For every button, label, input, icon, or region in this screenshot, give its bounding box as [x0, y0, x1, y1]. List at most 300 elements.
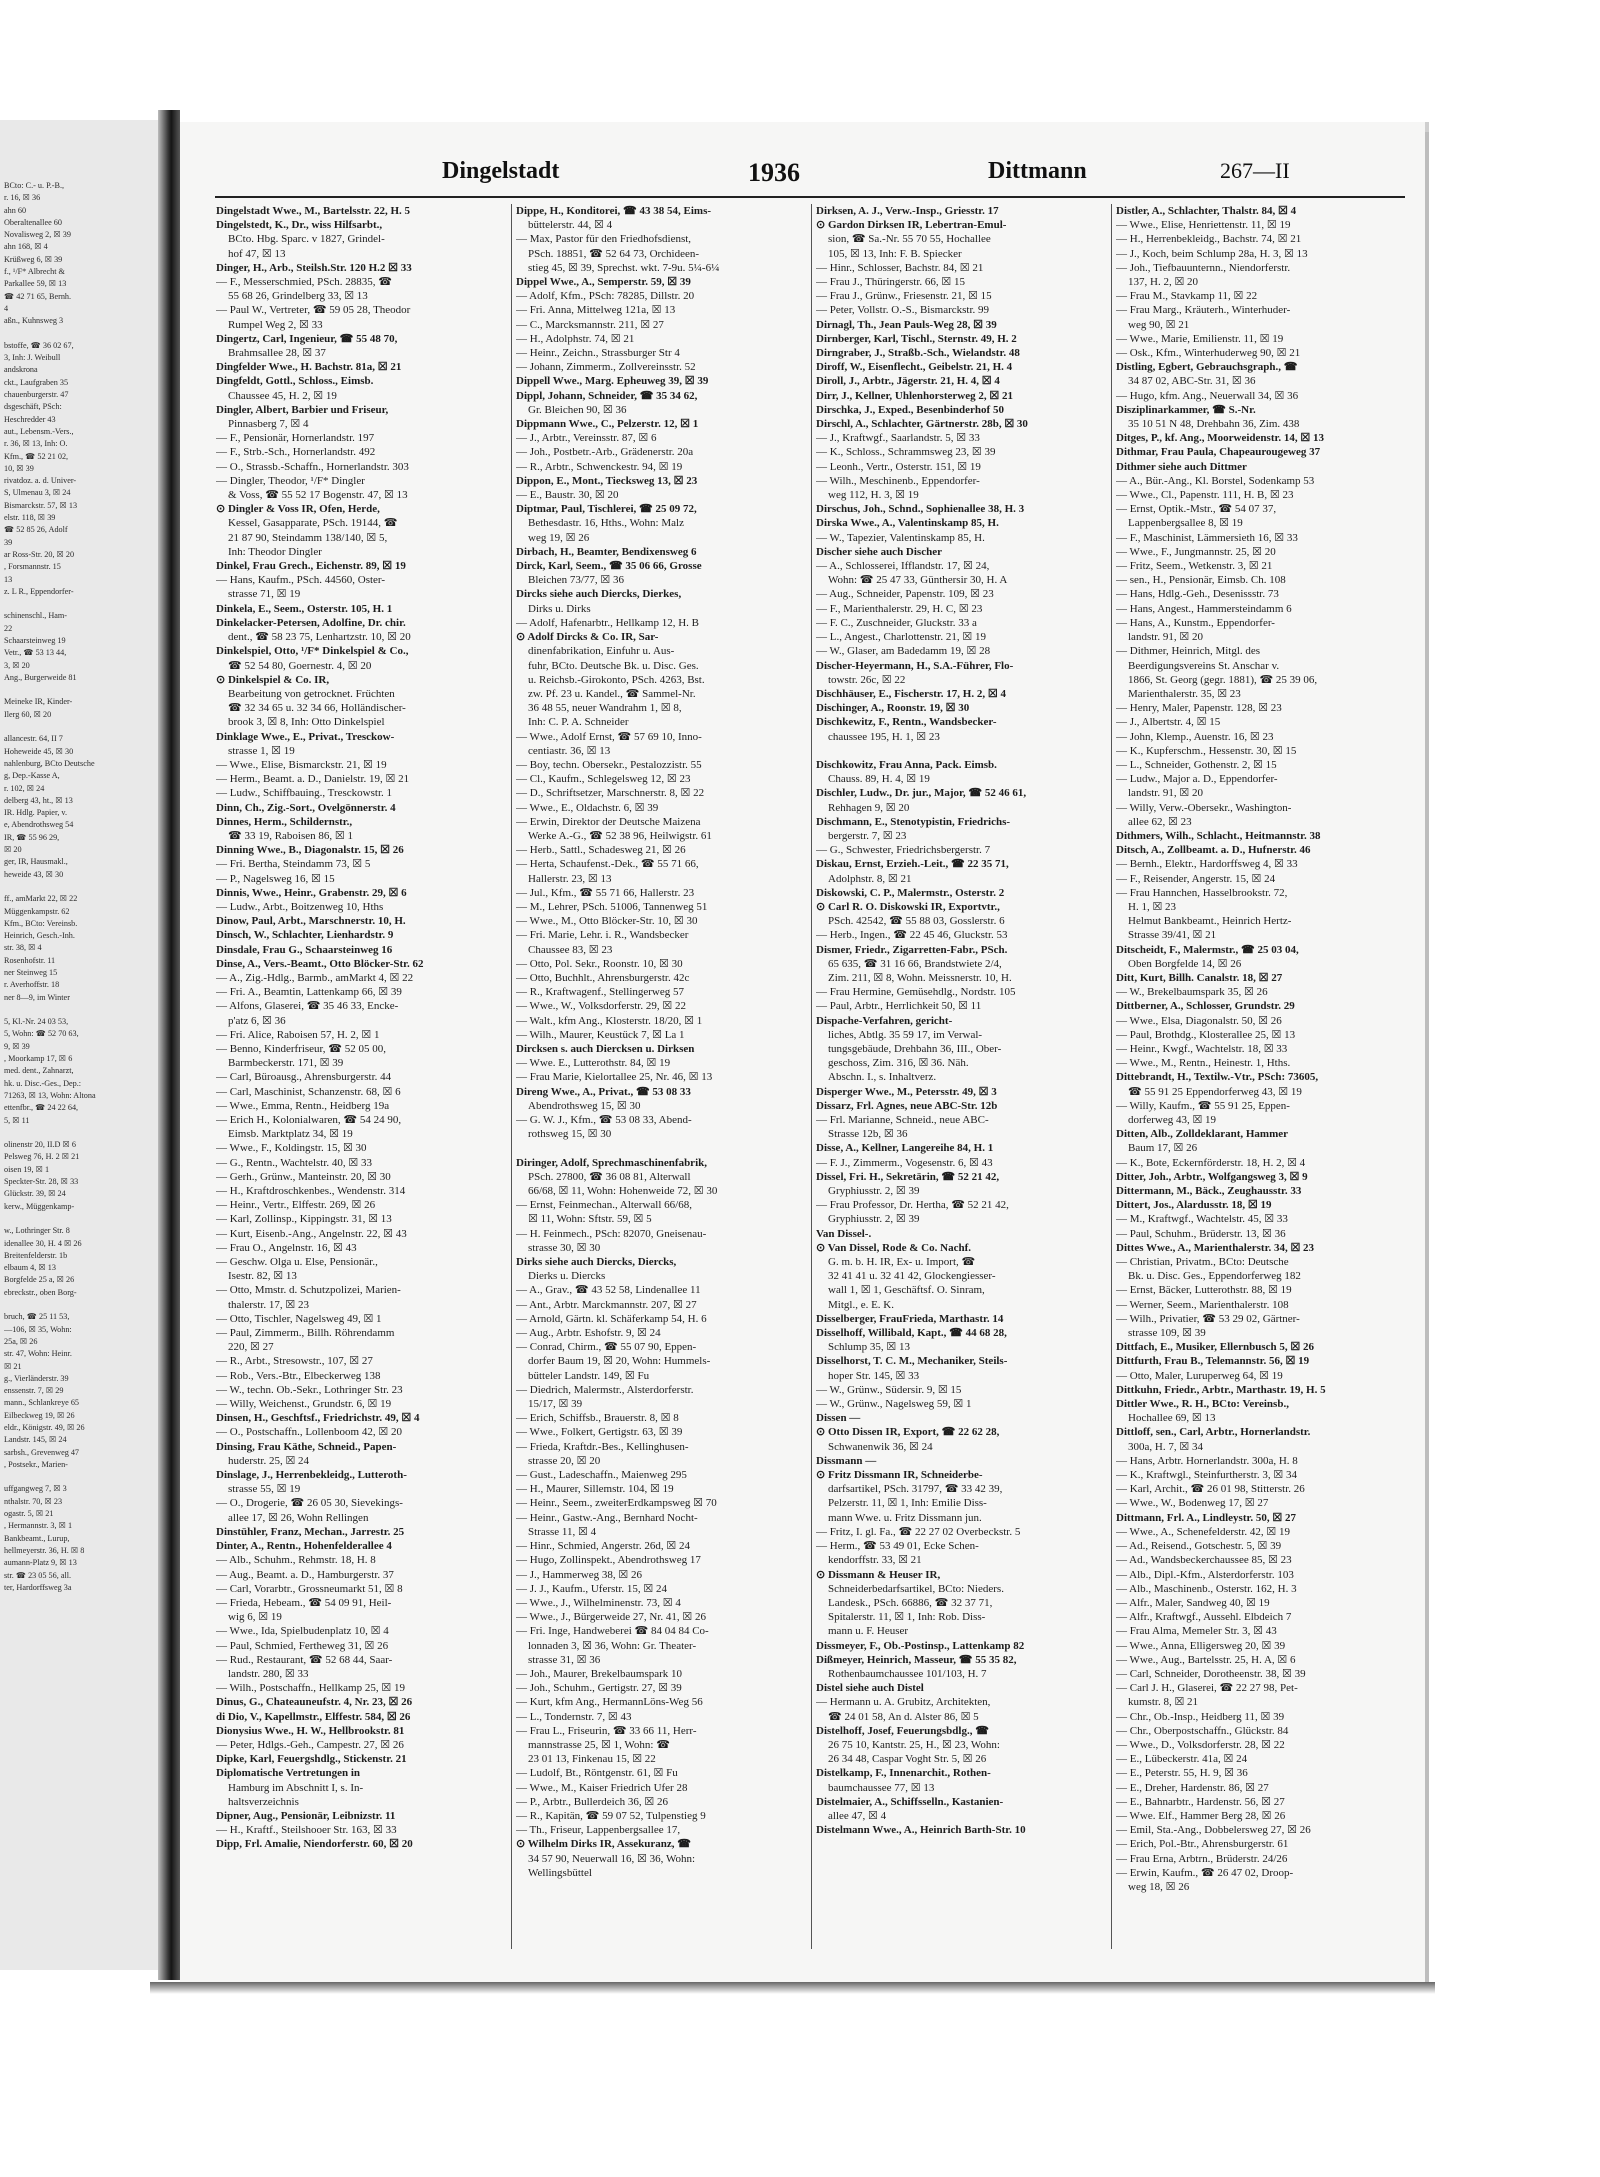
previous-page-line: sarbsh., Grevenweg 47 [4, 1447, 80, 1457]
directory-entry-line: huderstr. 25, ☒ 24 [228, 1454, 310, 1467]
directory-entry-line: — Chr., Oberpostschaffn., Glückstr. 84 [1116, 1724, 1289, 1737]
directory-entry-line: Diringer, Adolf, Sprechmaschinenfabrik, [516, 1156, 707, 1169]
previous-page-line: g., Vierländerstr. 39 [4, 1373, 69, 1383]
directory-entry-line: — F., Reisender, Angerstr. 15, ☒ 24 [1116, 872, 1276, 885]
previous-page-line: str. 38, ☒ 4 [4, 943, 42, 953]
directory-entry-line: Ditt, Kurt, Billh. Canalstr. 18, ☒ 27 [1116, 971, 1283, 984]
directory-entry-line: — Aug., Schneider, Papenstr. 109, ☒ 23 [816, 588, 994, 601]
previous-page-line: ☒ 20 [4, 845, 22, 855]
previous-page-line: 71263, ☒ 13, Wohn: Altona [4, 1090, 96, 1100]
directory-entry-line: Dirska Wwe., A., Valentinskamp 85, H. [816, 517, 999, 530]
previous-page-line: Kfm., ☎ 52 21 02, [4, 451, 69, 461]
previous-page-line: Ang., Burgerweide 81 [4, 672, 77, 682]
directory-entry-line: — sen., H., Pensionär, Eimsb. Ch. 108 [1116, 574, 1286, 587]
previous-page-line [4, 1127, 174, 1139]
directory-entry-line: — Hans, Arbtr. Hornerlandstr. 300a, H. 8 [1116, 1454, 1298, 1467]
directory-entry-line: — Frl. Marianne, Schneid., neue ABC- [816, 1114, 989, 1126]
directory-entry-line: — Carl, Schneider, Dorotheenstr. 38, ☒ 39 [1116, 1667, 1306, 1680]
directory-entry-line: Distel siehe auch Distel [816, 1682, 924, 1695]
directory-entry-line: — Frau Hannchen, Hasselbrookstr. 72, [1116, 886, 1288, 899]
directory-entry-line: hof 47, ☒ 13 [228, 247, 286, 260]
previous-page-line: nahlenburg, BCto Deutsche [4, 758, 95, 768]
directory-entry-line: — Fri. A., Beamtin, Lattenkamp 66, ☒ 39 [216, 986, 402, 999]
directory-entry-line: — W., Brekelbaumspark 35, ☒ 26 [1116, 986, 1268, 999]
directory-entry-line: Barmbeckerstr. 171, ☒ 39 [228, 1057, 344, 1070]
directory-entry-line: allee 17, ☒ 26, Wohn Rellingen [228, 1511, 369, 1524]
directory-entry-line: BCto. Hbg. Sparc. v 1827, Grindel- [228, 233, 385, 246]
directory-entry-line: Dinkelacker-Petersen, Adolfine, Dr. chir. [216, 616, 406, 629]
directory-entry-line: — Frieda, Hebeam., ☎ 54 09 91, Heil- [216, 1596, 392, 1609]
directory-entry-line: — Erich H., Kolonialwaren, ☎ 54 24 90, [216, 1114, 402, 1126]
directory-entry-line: Dittfurth, Frau B., Telemannstr. 56, ☒ 19 [1116, 1355, 1310, 1368]
directory-entry-line: 66/68, ☒ 11, Wohn: Hohenweide 72, ☒ 30 [528, 1185, 718, 1198]
directory-entry-line: Disse, A., Kellner, Langereihe 84, H. 1 [816, 1142, 994, 1155]
previous-page-line: Krüßweg 6, ☒ 39 [4, 254, 63, 264]
directory-entry-line: Diskau, Ernst, Erzieh.-Leit., ☎ 22 35 71, [816, 858, 1009, 871]
directory-entry-line: — Ant., Arbtr. Marckmannstr. 207, ☒ 27 [516, 1298, 697, 1311]
directory-entry-line: Dirschl, A., Schlachter, Gärtnerstr. 28b, ☒ 30 [816, 418, 1028, 431]
directory-entry-line: Dittes Wwe., A., Marienthalerstr. 34, ☒ 23 [1116, 1241, 1315, 1254]
directory-entry-line: Dischkowitz, Frau Anna, Pack. Eimsb. [816, 758, 997, 771]
directory-entry-line: 36 48 55, neuer Wandrahm 1, ☒ 8, [528, 702, 682, 715]
directory-entry-line: Dischmann, E., Stenotypistin, Friedrichs- [816, 815, 1011, 828]
directory-entry-line: baumchaussee 77, ☒ 13 [828, 1781, 935, 1794]
directory-entry-line: — Erich, Schiffsb., Brauerstr. 8, ☒ 8 [516, 1412, 679, 1425]
directory-entry-line: ⊙ Dinkelspiel & Co. IR, [216, 673, 330, 686]
previous-page-line: Pelsweg 76, H. 2 ☒ 21 [4, 1152, 80, 1162]
directory-entry-line: — Ludw., Arbt., Boitzenweg 10, Hths [216, 900, 384, 913]
directory-entry-line: — G., Rentn., Wachtelstr. 40, ☒ 33 [216, 1156, 373, 1169]
directory-entry-line: Oben Borgfelde 14, ☒ 26 [1128, 957, 1242, 970]
directory-entry-line: dent., ☎ 58 23 75, Lenhartzstr. 10, ☒ 20 [228, 631, 411, 644]
directory-entry-line: ☎ 33 19, Raboisen 86, ☒ 1 [228, 829, 354, 842]
directory-entry-line: Dingfeldt, Gottl., Schloss., Eimsb. [216, 375, 374, 388]
directory-entry-line: Pelzerstr. 11, ☒ 1, Inh: Emilie Diss- [828, 1497, 987, 1510]
directory-entry-line: liches, Abtlg. 35 59 17, im Verwal- [828, 1028, 983, 1041]
directory-entry-line: — Frau Hermine, Gemüsehdlg., Nordstr. 105 [816, 986, 1016, 999]
directory-entry-line: — Herb., Sattl., Schadesweg 21, ☒ 26 [516, 844, 686, 857]
directory-entry-line: Disziplinarkammer, ☎ S.-Nr. [1116, 403, 1256, 416]
directory-entry-line: — F. C., Zuschneider, Gluckstr. 33 a [816, 616, 977, 629]
directory-entry-line: — Paul, Schuhm., Brüderstr. 13, ☒ 36 [1116, 1227, 1286, 1240]
directory-entry-line: ⊙ Adolf Dircks & Co. IR, Sar- [516, 631, 659, 644]
directory-entry-line: — Fri. Alice, Raboisen 57, H. 2, ☒ 1 [216, 1028, 380, 1041]
header-rule [215, 196, 1405, 198]
directory-entry-line: Dippmann Wwe., C., Pelzerstr. 12, ☒ 1 [516, 418, 699, 431]
directory-entry-line: ⊙ Dingler & Voss IR, Ofen, Herde, [216, 503, 380, 516]
previous-page-line: Meineke IR, Kinder- [4, 697, 73, 707]
directory-entry-line: H. 1, ☒ 23 [1128, 900, 1177, 913]
directory-entry-line: 32 41 41 u. 32 41 42, Glockengiesser- [828, 1270, 996, 1283]
directory-entry-line: — Wwe., Elsa, Diagonalstr. 50, ☒ 26 [1116, 1014, 1282, 1027]
directory-entry-line: — Karl, Zollinsp., Kippingstr. 31, ☒ 13 [216, 1213, 392, 1226]
directory-entry-line: Dirngraber, J., Straßb.-Sch., Wielandstr. 48 [816, 347, 1020, 360]
directory-entry-line: Distelkamp, F., Innenarchit., Rothen- [816, 1767, 991, 1780]
directory-entry-line: darfsartikel, PSch. 31797, ☎ 33 42 39, [828, 1483, 1003, 1496]
directory-entry-line: — J., Kraftwgf., Saarlandstr. 5, ☒ 33 [816, 432, 980, 445]
directory-entry-line: towstr. 26c, ☒ 22 [828, 673, 906, 686]
previous-page-line: idenallee 30, H. 4 ☒ 26 [4, 1238, 82, 1248]
directory-entry-line: — L., Tondernstr. 7, ☒ 43 [516, 1710, 632, 1723]
directory-entry-line: — W., Grünw., Südersir. 9, ☒ 15 [816, 1383, 962, 1396]
previous-page-line: elbaum 4, ☒ 13 [4, 1263, 56, 1273]
directory-entry-line: dorferweg 43, ☒ 19 [1128, 1114, 1217, 1126]
directory-entry-line: — Benno, Kinderfriseur, ☎ 52 05 00, [216, 1042, 386, 1055]
directory-entry-line: 1866, St. Georg (gegr. 1881), ☎ 25 39 06, [1128, 673, 1318, 686]
directory-entry-line: — Wwe., Anna, Elligersweg 20, ☒ 39 [1116, 1639, 1286, 1652]
directory-entry-line: — Joh., Tiefbauunternn., Niendorferstr. [1116, 261, 1291, 274]
previous-page-line [4, 1213, 174, 1225]
previous-page-line: Ilerg 60, ☒ 20 [4, 709, 52, 719]
directory-entry-line: Brahmsallee 28, ☒ 37 [228, 347, 326, 360]
directory-entry-line: — Wwe., Folkert, Gertigstr. 63, ☒ 39 [516, 1426, 683, 1439]
directory-entry-line: — Wwe., Elise, Henriettenstr. 11, ☒ 19 [1116, 219, 1291, 232]
directory-entry-line: — Rob., Vers.-Btr., Elbeckerweg 138 [216, 1369, 381, 1382]
directory-entry-line: — Peter, Vollstr. O.-S., Bismarckstr. 99 [816, 304, 990, 317]
directory-entry-line: Bearbeitung von getrocknet. Früchten [228, 687, 395, 700]
directory-page [180, 122, 1425, 1982]
previous-page-line: andskrona [4, 365, 38, 375]
directory-entry-line: — E., Baustr. 30, ☒ 20 [516, 489, 619, 502]
previous-page-line: r. 36, ☒ 13, Inh: O. [4, 439, 68, 449]
directory-entry-line: Ditscheidt, F., Malermstr., ☎ 25 03 04, [1116, 943, 1299, 956]
previous-page-line: ner Steinweg 15 [4, 968, 58, 977]
directory-entry-line: — F., Pensionär, Hornerlandstr. 197 [216, 432, 375, 445]
directory-entry-line: bütteler Landstr. 149, ☒ Fu [528, 1369, 650, 1382]
directory-entry-line: Dittler Wwe., R. H., BCto: Vereinsb., [1116, 1398, 1289, 1411]
directory-entry-line: Dittberner, A., Schlosser, Grundstr. 29 [1116, 1000, 1295, 1013]
directory-entry-line [516, 1141, 806, 1155]
directory-entry-line: — Frau Erna, Arbtrn., Brüderstr. 24/26 [1116, 1852, 1288, 1865]
directory-entry-line: Rumpel Weg 2, ☒ 33 [228, 318, 323, 331]
previous-page-line: S, Ulmenau 3, ☒ 24 [4, 488, 71, 498]
directory-entry-line: — Geschw. Olga u. Else, Pensionär., [216, 1256, 378, 1269]
previous-page-line: 5, ☒ 11 [4, 1115, 30, 1125]
directory-entry-line: Dinslage, J., Herrenbekleidg., Lutteroth- [216, 1469, 407, 1482]
directory-entry-line: — F., Maschinist, Lämmersieth 16, ☒ 33 [1116, 531, 1298, 544]
previous-page-line: kerw., Müggenkamp- [4, 1201, 75, 1211]
directory-entry-line: — Herm., ☎ 53 49 01, Ecke Schen- [816, 1540, 979, 1553]
previous-page-line: ahn 168, ☒ 4 [4, 242, 48, 252]
directory-entry-line: PSch. 18851, ☎ 52 64 73, Orchideen- [528, 247, 700, 260]
directory-entry-line: ⊙ Fritz Dissmann IR, Schneiderbe- [816, 1469, 983, 1482]
directory-entry-line: — Rud., Restaurant, ☎ 52 68 44, Saar- [216, 1653, 393, 1666]
directory-entry-line: — Alfons, Glaserei, ☎ 35 46 33, Encke- [216, 1000, 399, 1013]
directory-entry-line: Distelhoff, Josef, Feuerungsbdlg., ☎ [816, 1724, 989, 1737]
directory-entry-line: — M., Lehrer, PSch. 51006, Tannenweg 51 [516, 900, 708, 913]
directory-entry-line: — Frau Marg., Kräuterh., Winterhuder- [1116, 304, 1291, 317]
directory-entry-line: — J. J., Kaufm., Uferstr. 15, ☒ 24 [516, 1582, 668, 1595]
directory-entry-line: geschoss, Zim. 316, ☒ 36. Näh. [828, 1057, 969, 1070]
directory-entry-line: Spitalerstr. 11, ☒ 1, Inh: Rob. Diss- [828, 1611, 986, 1624]
directory-entry-line: Gryphiusstr. 2, ☒ 39 [828, 1213, 920, 1226]
directory-entry-line: — A., Bür.-Ang., Kl. Borstel, Sodenkamp 53 [1116, 474, 1315, 487]
previous-page-line: 3, ☒ 20 [4, 660, 30, 670]
previous-page-line [4, 1299, 174, 1311]
directory-entry-line: Dithmers, Wilh., Schlacht., Heitmannstr. 38 [1116, 829, 1321, 842]
directory-entry-line: — Heinr., Gastw.-Ang., Bernhard Nocht- [516, 1511, 698, 1524]
directory-entry-line: 26 75 10, Kantstr. 25, H., ☒ 23, Wohn: [828, 1738, 1000, 1751]
directory-entry-line: Diplomatische Vertretungen in [216, 1767, 361, 1780]
directory-entry-line: — Wwe., A., Schenefelderstr. 42, ☒ 19 [1116, 1525, 1291, 1538]
directory-entry-line: Isestr. 82, ☒ 13 [228, 1270, 297, 1283]
directory-entry-line: — Chr., Ob.-Insp., Heidberg 11, ☒ 39 [1116, 1710, 1285, 1723]
directory-entry-line: ☎ 32 34 65 u. 32 34 66, Holländischer- [228, 702, 406, 715]
previous-page-line: ter, Hardorffsweg 3a [4, 1582, 72, 1592]
directory-entry-line: Van Dissel-. [816, 1227, 872, 1240]
directory-entry-line: Dinkelspiel, Otto, ¹/F* Dinkelspiel & Co., [216, 645, 409, 658]
previous-page-line: ger, IR, Hausmakl., [4, 857, 68, 867]
directory-entry-line: Diroff, W., Eisenflecht., Geibelstr. 21, H. 4 [816, 361, 1013, 374]
directory-entry-line: 55 68 26, Grindelberg 33, ☒ 13 [228, 290, 368, 303]
directory-entry-line: — W., techn. Ob.-Sekr., Lothringer Str. 23 [216, 1383, 403, 1396]
directory-entry-line: — Ludolf, Bt., Röntgenstr. 61, ☒ Fu [516, 1767, 678, 1780]
directory-entry-line: ☒ 11, Wohn: Sftstr. 59, ☒ 5 [528, 1213, 652, 1226]
directory-entry-line: — Ad., Reisend., Gotschestr. 5, ☒ 39 [1116, 1540, 1282, 1553]
previous-page-line: , Postsekr., Marien- [4, 1459, 68, 1469]
directory-entry-line: Landesk., PSch. 66886, ☎ 32 37 71, [828, 1596, 993, 1609]
directory-entry-line: mann Wwe. u. Fritz Dissmann jun. [828, 1511, 982, 1524]
directory-entry-line: — Wwe., W., Volksdorferstr. 29, ☒ 22 [516, 1000, 686, 1013]
previous-page-line: Kfm., BCto: Vereinsb. [4, 918, 78, 928]
directory-entry-line: Abendrothsweg 15, ☒ 30 [528, 1099, 641, 1112]
directory-entry-line: Dippon, E., Mont., Tiecksweg 13, ☒ 23 [516, 474, 698, 487]
directory-entry-line: stieg 45, ☒ 39, Sprechst. wkt. 7-9u. 5¼-6¼ [528, 261, 720, 274]
directory-entry-line: — Paul, Zimmerm., Billh. Röhrendamm [216, 1327, 395, 1340]
directory-entry-line: — Peter, Hdlgs.-Geh., Campestr. 27, ☒ 26 [216, 1738, 404, 1751]
directory-entry-line: 35 10 51 N 48, Drehbahn 36, Zim. 438 [1128, 418, 1300, 431]
directory-entry-line: — Jul., Kfm., ☎ 55 71 66, Hallerstr. 23 [516, 886, 695, 899]
directory-entry-line: — D., Schriftsetzer, Marschnerstr. 8, ☒ 22 [516, 787, 705, 800]
directory-entry-line: — K., Kraftwgl., Steinfurtherstr. 3, ☒ 34 [1116, 1469, 1297, 1482]
previous-page-line: Bankbeamt., Lurup, [4, 1533, 70, 1543]
directory-entry-line: — J., Albertstr. 4, ☒ 15 [1116, 716, 1221, 729]
directory-entry-line: — L., Schneider, Gothenstr. 2, ☒ 15 [1116, 758, 1277, 771]
directory-entry-line: — Erich, Pol.-Btr., Ahrensburgerstr. 61 [1116, 1838, 1289, 1851]
directory-entry-line: — Erwin, Kaufm., ☎ 26 47 02, Droop- [1116, 1866, 1294, 1879]
directory-entry-line: — Hans, Hdlg.-Geh., Desenissstr. 73 [1116, 588, 1279, 601]
previous-page-line: Bismarckstr. 57, ☒ 13 [4, 500, 78, 510]
directory-entry-line: PSch. 27800, ☎ 36 08 81, Alterwall [528, 1170, 691, 1183]
previous-page-line: hk. u. Disc.-Ges., Dep.: [4, 1078, 82, 1088]
directory-entry-line: — Heinr., Vertr., Elffestr. 269, ☒ 26 [216, 1199, 376, 1212]
directory-entry-line: Disselhorst, T. C. M., Mechaniker, Steils- [816, 1355, 1008, 1368]
previous-page-line: ckt., Laufgraben 35 [4, 377, 69, 387]
directory-entry-line: — Carl, Maschinist, Schanzenstr. 68, ☒ 6 [216, 1085, 401, 1098]
previous-page-line: 39 [4, 537, 13, 547]
directory-entry-line: — Wilh., Postschaffn., Hellkamp 25, ☒ 19 [216, 1682, 405, 1695]
directory-entry-line: — Christian, Privatm., BCto: Deutsche [1116, 1256, 1289, 1269]
directory-entry-line: Chaussee 45, H. 2, ☒ 19 [228, 389, 337, 402]
previous-page-fragment [0, 120, 175, 1970]
directory-entry-line: — Paul, Arbtr., Herrlichkeit 50, ☒ 11 [816, 1000, 982, 1013]
previous-page-text [4, 180, 174, 1594]
previous-page-line: str. ☎ 23 05 56, all. [4, 1570, 72, 1580]
directory-entry-line: landstr. 280, ☒ 33 [228, 1667, 309, 1680]
directory-entry-line: Dinning Wwe., B., Diagonalstr. 15, ☒ 26 [216, 844, 404, 857]
previous-page-line: mann., Schlankreye 65 [4, 1398, 80, 1408]
directory-entry-line: Distling, Egbert, Gebrauchsgraph., ☎ [1116, 361, 1298, 374]
directory-entry-line: Dinsen, H., Geschftsf., Friedrichstr. 49, ☒ 4 [216, 1412, 420, 1425]
page-bottom-shadow [150, 1982, 1435, 1994]
directory-entry-line: 34 57 90, Neuerwall 16, ☒ 36, Wohn: [528, 1852, 696, 1865]
previous-page-line: nthalstr. 70, ☒ 23 [4, 1496, 63, 1506]
directory-entry-line: Dittkuhn, Friedr., Arbtr., Marthastr. 19, H. 5 [1116, 1383, 1326, 1396]
directory-entry-line: — Frau M., Stavkamp 11, ☒ 22 [1116, 290, 1258, 303]
previous-page-line [4, 598, 174, 610]
directory-entry-line: allee 47, ☒ 4 [828, 1809, 887, 1822]
directory-entry-line: — Johann, Zimmerm., Zollvereinsstr. 52 [516, 361, 696, 374]
directory-entry-line: — Wwe., J., Bürgerweide 27, Nr. 41, ☒ 26 [516, 1611, 707, 1624]
directory-entry-line: Hochallee 69, ☒ 13 [1128, 1412, 1216, 1425]
directory-entry-line: — Otto, Buchhlt., Ahrensburgerstr. 42c [516, 971, 690, 984]
directory-entry-line: — Joh., Schuhm., Gertigstr. 27, ☒ 39 [516, 1682, 682, 1695]
directory-entry-line: — Th., Friseur, Lappenbergsallee 17, [516, 1824, 681, 1837]
previous-page-line: chauenburgerstr. 47 [4, 390, 69, 400]
directory-entry-line: Dingfelder Wwe., H. Bachstr. 81a, ☒ 21 [216, 361, 402, 374]
previous-page-line: r. Averhoffstr. 18 [4, 980, 60, 990]
directory-entry-line: — Bernh., Elektr., Hardorffsweg 4, ☒ 33 [1116, 858, 1298, 871]
directory-entry-line: Dirnagl, Th., Jean Pauls-Weg 28, ☒ 39 [816, 318, 997, 331]
previous-page-line: ebreckstr., oben Borg- [4, 1287, 77, 1297]
directory-entry-line: Hamburg im Abschnitt I, s. In- [228, 1781, 364, 1794]
directory-entry-line: — Aug., Arbtr. Eshofstr. 9, ☒ 24 [516, 1327, 661, 1340]
directory-entry-line: — Willy, Weichenst., Grundstr. 6, ☒ 19 [216, 1398, 392, 1411]
directory-entry-line: Dirr, J., Kellner, Uhlenhorsterweg 2, ☒ 21 [816, 389, 1013, 402]
directory-entry-line: — Dithmer, Heinrich, Mitgl. des [1116, 645, 1261, 658]
directory-entry-line: — Wwe., Ida, Spielbudenplatz 10, ☒ 4 [216, 1625, 389, 1638]
directory-entry-line: 34 87 02, ABC-Str. 31, ☒ 36 [1128, 375, 1256, 388]
directory-entry-line: Strasse 39/41, ☒ 21 [1128, 929, 1217, 942]
directory-entry-line: Ditsch, A., Zollbeamt. a. D., Hufnerstr. 46 [1116, 844, 1311, 857]
directory-entry-line: — Adolf, Kfm., PSch: 78285, Dillstr. 20 [516, 290, 695, 303]
directory-entry-line: Diskowski, C. P., Malermstr., Osterstr. 2 [816, 886, 1005, 899]
previous-page-line: aut., Lebensm.-Vers., [4, 426, 74, 436]
directory-entry-line: ⊙ Wilhelm Dirks IR, Assekuranz, ☎ [516, 1838, 692, 1851]
directory-entry-line: — Wwe. Elf., Hammer Berg 28, ☒ 26 [1116, 1809, 1286, 1822]
directory-entry-line: — Leonh., Vertr., Osterstr. 151, ☒ 19 [816, 460, 981, 473]
directory-entry-line: — Joh., Postbetr.-Arb., Grädenerstr. 20a [516, 446, 694, 459]
directory-entry-line: — Herb., Ingen., ☎ 22 45 46, Gluckstr. 53 [816, 929, 1008, 942]
previous-page-line [4, 881, 174, 893]
directory-entry-line: Dittfach, E., Musiker, Ellernbusch 5, ☒ 26 [1116, 1341, 1314, 1354]
directory-entry-line: — H., Herrenbekleidg., Bachstr. 74, ☒ 21 [1116, 233, 1302, 246]
directory-entry-line: — Ernst, Bäcker, Lutterothstr. 88, ☒ 19 [1116, 1284, 1292, 1297]
directory-entry-line: Dinkel, Frau Grech., Eichenstr. 89, ☒ 19 [216, 560, 406, 573]
directory-entry-line: landstr. 91, ☒ 20 [1128, 631, 1203, 644]
previous-page-line: , Forsmannstr. 15 [4, 562, 61, 572]
directory-entry-line: Dipke, Karl, Feuergshdlg., Stickenstr. 21 [216, 1753, 407, 1766]
directory-entry-line: — Wilh., Privatier, ☎ 53 29 02, Gärtner- [1116, 1312, 1300, 1325]
directory-entry-line: — Ad., Wandsbeckerchaussee 85, ☒ 23 [1116, 1554, 1292, 1567]
directory-entry-line: & Voss, ☎ 55 52 17 Bogenstr. 47, ☒ 13 [228, 489, 408, 502]
directory-entry-line: — Wwe., Elise, Bismarckstr. 21, ☒ 19 [216, 758, 387, 771]
previous-page-line: Glückstr. 39, ☒ 24 [4, 1189, 66, 1199]
previous-page-line: 22 [4, 623, 13, 633]
directory-entry-line: — Frieda, Kraftdr.-Bes., Kellinghusen- [516, 1440, 689, 1453]
directory-entry-line: Ditges, P., kf. Ang., Moorweidenstr. 14, ☒ 13 [1116, 432, 1324, 445]
directory-entry-line: allee 62, ☒ 23 [1128, 815, 1192, 828]
directory-entry-line: Dirksen, A. J., Verw.-Insp., Griesstr. 17 [816, 205, 999, 217]
directory-entry-line: Dinter, A., Rentn., Hohenfelderallee 4 [216, 1540, 392, 1553]
directory-entry-line: mann u. F. Heuser [828, 1625, 909, 1638]
directory-entry-line: — Joh., Maurer, Brekelbaumspark 10 [516, 1667, 683, 1680]
directory-entry-line: wall 1, ☒ 1, Geschäftsf. O. Sinram, [828, 1284, 985, 1297]
directory-entry-line: Dirks siehe auch Diercks, Diercks, [516, 1256, 677, 1269]
previous-page-line [4, 1471, 174, 1483]
previous-page-line [4, 1004, 174, 1016]
directory-entry-line: Dittebrandt, H., Textilw.-Vtr., PSch: 73605, [1116, 1071, 1319, 1084]
directory-entry-line: Dinnis, Wwe., Heinr., Grabenstr. 29, ☒ 6 [216, 886, 407, 899]
directory-entry-line: strasse 109, ☒ 39 [1128, 1327, 1206, 1340]
directory-entry-line: 21 87 90, Steindamm 138/140, ☒ 5, [228, 531, 388, 544]
directory-entry-line: Dippell Wwe., Marg. Epheuweg 39, ☒ 39 [516, 375, 709, 388]
previous-page-line: Breitenfelderstr. 1b [4, 1250, 68, 1260]
directory-entry-line: — F., Messerschmied, PSch. 28835, ☎ [216, 276, 392, 289]
directory-entry-line: Baum 17, ☒ 26 [1128, 1142, 1198, 1155]
directory-entry-line: — Hinr., Schlosser, Bachstr. 84, ☒ 21 [816, 261, 984, 274]
directory-entry-line: — J., Arbtr., Vereinsstr. 87, ☒ 6 [516, 432, 657, 445]
directory-entry-line: — Fritz, I. gl. Fa., ☎ 22 27 02 Overbeckstr. 5 [816, 1525, 1021, 1538]
directory-entry-line: hoper Str. 145, ☒ 33 [828, 1369, 920, 1382]
directory-entry-line: — Osk., Kfm., Winterhuderweg 90, ☒ 21 [1116, 347, 1301, 360]
directory-entry-line: 220, ☒ 27 [228, 1341, 274, 1354]
directory-entry-line: weg 112, H. 3, ☒ 19 [828, 489, 919, 502]
directory-entry-line: — R., Kraftwagenf., Stellingerweg 57 [516, 986, 685, 999]
directory-entry-line: — Frau J., Grünw., Friesenstr. 21, ☒ 15 [816, 290, 992, 303]
previous-page-line: elstr. 118, ☒ 39 [4, 513, 56, 523]
previous-page-line: ar Ross-Str. 20, ☒ 20 [4, 549, 75, 559]
previous-page-line: r. 16, ☒ 36 [4, 193, 41, 203]
directory-entry-line: — Hugo, Zollinspekt., Abendrothsweg 17 [516, 1554, 701, 1567]
previous-page-line: Landstr. 145, ☒ 24 [4, 1435, 67, 1445]
directory-entry-line: — R., Arbtr., Schwenckestr. 94, ☒ 19 [516, 460, 683, 473]
directory-entry-line: Hallerstr. 23, ☒ 13 [528, 872, 612, 885]
directory-entry-line: Dippe, H., Konditorei, ☎ 43 38 54, Eims- [516, 205, 712, 217]
previous-page-line: Speckter-Str. 28, ☒ 33 [4, 1177, 79, 1187]
directory-entry-line: — Frau Professor, Dr. Hertha, ☎ 52 21 42, [816, 1199, 1009, 1212]
directory-entry-line: Dinger, H., Arb., Steilsh.Str. 120 H.2 ☒ 33 [216, 261, 412, 274]
directory-entry-line: — Kurt, kfm Ang., HermannLöns-Weg 56 [516, 1696, 703, 1709]
directory-entry-line: Ditter, Joh., Arbtr., Wolfgangsweg 3, ☒ 9 [1116, 1170, 1308, 1183]
directory-entry-line: — Erwin, Direktor der Deutsche Maizena [516, 815, 701, 828]
directory-entry-line: — Wwe., M., Kaiser Friedrich Ufer 28 [516, 1781, 688, 1794]
directory-entry-line: — Hinr., Schmied, Angerstr. 26d, ☒ 24 [516, 1540, 690, 1553]
directory-entry-line: Dinkela, E., Seem., Osterstr. 105, H. 1 [216, 602, 393, 615]
directory-entry-line: — H., Kraftf., Steilshooer Str. 163, ☒ 33 [216, 1824, 397, 1837]
directory-entry-line: Dißmeyer, Heinrich, Masseur, ☎ 55 35 82, [816, 1653, 1017, 1666]
directory-entry-line: — Willy, Verw.-Obersekr., Washington- [1116, 801, 1292, 814]
directory-entry-line: Dinnes, Herm., Schildernstr., [216, 815, 353, 828]
directory-entry-line: — Alb., Schuhm., Rehmstr. 18, H. 8 [216, 1554, 376, 1567]
directory-entry-line: — W., Grünw., Nagelsweg 59, ☒ 1 [816, 1398, 972, 1411]
directory-entry-line: Bleichen 73/77, ☒ 36 [528, 574, 625, 587]
previous-page-line: 25a, ☒ 26 [4, 1336, 38, 1346]
directory-entry-line: Mitgl., e. E. K. [828, 1298, 894, 1311]
directory-entry-line: Dirschka, J., Exped., Besenbinderhof 50 [816, 403, 1004, 416]
directory-entry-line: — E., Peterstr. 55, H. 9, ☒ 36 [1116, 1767, 1248, 1780]
previous-page-line: 3, Inh: J. Weibull [4, 353, 61, 363]
directory-entry-line: Dingertz, Carl, Ingenieur, ☎ 55 48 70, [216, 332, 398, 345]
directory-entry-line: — G. W. J., Kfm., ☎ 53 08 33, Abend- [516, 1114, 692, 1126]
directory-entry-line: Bk. u. Disc. Ges., Eppendorferweg 182 [1128, 1270, 1301, 1283]
directory-entry-line: — W., Tapezier, Valentinskamp 85, H. [816, 531, 985, 544]
previous-page-line: dsgeschäft, PSch: [4, 402, 62, 412]
directory-entry-line: — Max, Pastor für den Friedhofsdienst, [516, 233, 692, 246]
directory-entry-line: büttelerstr. 44, ☒ 4 [528, 219, 613, 232]
directory-entry-line: ☎ 24 01 58, An d. Alster 86, ☒ 5 [828, 1710, 979, 1723]
directory-entry-line: Dinstühler, Franz, Mechan., Jarrestr. 25 [216, 1525, 405, 1538]
